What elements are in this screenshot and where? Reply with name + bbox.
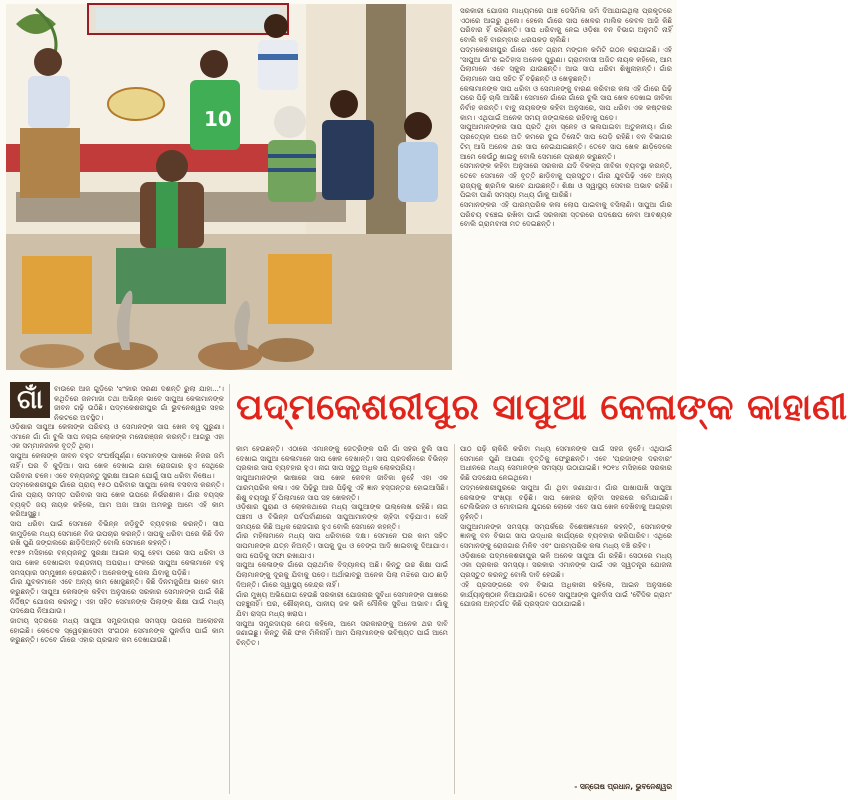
paragraph: ପଦ୍ମକେଶରୀପୁର ଗାଁରେ ଏବେ ଗ୍ରାମ ମଙ୍ଗଳ କମିଟି ଗଠନ କରାଯାଇଛି। ଏହି 'ସାପୁଆ ଗାଁ'ର ଇତିହାସ ଅନେକ ପୁରୁଣା। ଗ୍ରାମବାସୀ ଅଜିତ ନାୟକ କହିଲେ, ଆମ ପିଲାମାନେ ଏବେ ସ୍କୁଲ ଯାଉଛନ୍ତି। ଆଉ ସାପ ଧରିବା ଶିଖୁନାହାନ୍ତି। ଗାଁର ପିଲାମାନେ ସାପ ସହିତ ହିଁ ବଢ଼ିଛନ୍ତି ଓ ଖେଳୁଛନ୍ତି। <box>460 44 672 83</box>
paragraph: ଓଡ଼ିଶାର ପୁରାଣ ଓ ଲୋକକଥାରେ ମଧ୍ୟ ସାପୁଆଙ୍କ ଉଲ୍ଲେଖ ରହିଛି। ନାଗ ପଞ୍ଚମୀ ଓ ବିଭିନ୍ନ ପର୍ବପର୍ବାଣୀରେ ସାପୁଆମାନଙ୍କ ଚାହିଦା ବଢ଼ିଯାଏ। ସେହି ସମୟରେ କିଛି ଅଧିକ ରୋଜଗାର ହୁଏ ବୋଲି ସେମାନେ କହନ୍ତି। <box>236 502 448 531</box>
paragraph: ସାପୁଆ କେଳାଙ୍କ ଜୀବନ ବହୁତ ସଂଘର୍ଷପୂର୍ଣ୍ଣ। ସେମାନଙ୍କ ପାଖରେ ନିଜର ଜମି ନାହିଁ। ଘର ବି କୁଡ଼ିଆ। ସାପ ଖେଳ ଦେଖାଇ ଯାହା ରୋଜଗାର ହୁଏ ସେଥିରେ ପରିବାର ଚଳେ। ଏବେ ବନ୍ୟଜନ୍ତୁ ସୁରକ୍ଷା ଆଇନ ଯୋଗୁଁ ସାପ ଧରିବା ନିଷେଧ। <box>10 451 224 480</box>
paragraph: ପଦ୍ମକେଶରୀପୁର ଗାଁରେ ପ୍ରାୟ ୧୫୦ ପରିବାର ସାପୁଆ କେଳା ବସବାସ କରନ୍ତି। ଗାଁର ପ୍ରାୟ ସମସ୍ତ ପରିବାର ସାପ ଖେଳ ଉପରେ ନିର୍ଭରଶୀଳ। ଗାଁର ବୟସ୍କ ବ୍ୟକ୍ତି ଜୟ ନାୟକ କହିଲେ, ଆମ ଅଜା ଆଜା ଅମଳରୁ ଆମେ ଏହି କାମ କରିଆସୁଛୁ। <box>10 480 224 519</box>
paragraph: ଗାଁର ଯୁବକମାନେ ଏବେ ଅନ୍ୟ କାମ ଖୋଜୁଛନ୍ତି। କିଛି ଦିନମଜୁରିଆ ଭାବେ କାମ କରୁଛନ୍ତି। ସାପୁଆ କେଳାଙ୍କ କହିବା ଅନୁସାରେ ସରକାର ସେମାନଙ୍କ ପାଇଁ କିଛି ନିର୍ଦ୍ଦିଷ୍ଟ ଯୋଜନା କରନ୍ତୁ। ଏହା ସହିତ ସେମାନଙ୍କ ପିଲାଙ୍କ ଶିକ୍ଷା ପାଇଁ ମଧ୍ୟ ପଦକ୍ଷେପ ନିଆଯାଉ। <box>10 577 224 616</box>
paragraph: ସାପୁଆମାନଙ୍କର ସାପ ପ୍ରତି ଥିବା ସ୍ନେହ ଓ ଭଲପାଇବା ଅତୁଳନୀୟ। ଗାଁର ପ୍ରତ୍ୟେକ ଘରେ ଅତି କମରେ ଦୁଇ ତିନୋଟି ସାପ ପେଡ଼ି ରହିଛି। ବନ ବିଭାଗର ଟିମ୍ ଆସି ଅନେକ ଥର ସାପ ନେଇଯାଇଛନ୍ତି। ତେବେ ସାପ ଖେଳ ଛାଡ଼ିଦେଲେ ଆମେ କେଉଁଠୁ ଖାଇବୁ ବୋଲି ସେମାନେ ପ୍ରଶ୍ନ କରୁଛନ୍ତି। <box>460 122 672 161</box>
photo-illustration <box>6 4 452 370</box>
paragraph: ଏହି ପ୍ରସଙ୍ଗରେ ବନ ବିଭାଗ ଅଧିକାରୀ କହିଲେ, ଆଇନ ଅନୁସାରେ କାର୍ଯ୍ୟାନୁଷ୍ଠାନ ନିଆଯାଉଛି। ତେବେ ସାପୁଆଙ୍କ ପୁନର୍ବାସ ପାଇଁ 'ବୈଦିକ ଗ୍ରାମ' ଯୋଜନା ଅନ୍ତର୍ଗତ କିଛି ପ୍ରସ୍ତାବ ପଠାଯାଇଛି। <box>460 579 672 609</box>
paragraph: ସରକାରୀ ଯୋଜନା ମାଧ୍ୟମରେ ପାଞ୍ଚ ଡେସିମିଲ ଜମି ଦିଆଯାଇଥିଲା ପ୍ରକୃତରେ ଏଠାରେ ଆଗରୁ ଥିଲେ। ହେଲେ ଗାଁରେ ସାପ ଖେଳର ମାଲିକ କେବଳ ଆଜି କିଛି ପରିବାର ହିଁ ରହିଛନ୍ତି। ସାପ ଧରିବାକୁ ନେଇ ଓଡ଼ିଶା ବନ ବିଭାଗ ଅନୁମତି ନାହିଁ ବୋଲି କହି ବାରମ୍ବାର ଧରପକଡ଼ ଚାଲିଛି। <box>460 6 672 45</box>
paragraph: ପଦ୍ମକେଶରୀପୁରରେ ସାପୁଆ ଗାଁ ଥିବା ଜଣାଯାଏ। ଗାଁର ପାଖାପାଖି ସାପୁଆ କେଳାଙ୍କ ସଂଖ୍ୟା ବଢ଼ିଛି। ସାପ ଖେଳର ଚାହିଦା ସହରରେ କମିଯାଇଛି। ଟେଲିଭିଜନ ଓ ମୋବାଇଲ ଯୁଗରେ ଲୋକେ ଏବେ ସାପ ଖେଳ ଦେଖିବାକୁ ଆଗ୍ରହୀ ନୁହଁନ୍ତି। <box>460 482 672 521</box>
paragraph: ସାପୁଆ କେଳାଙ୍କ ଗାଁରେ ପ୍ରାଥମିକ ବିଦ୍ୟାଳୟ ଅଛି। କିନ୍ତୁ ଉଚ୍ଚ ଶିକ୍ଷା ପାଇଁ ପିଲାମାନଙ୍କୁ ଦୂରକୁ ଯିବାକୁ ପଡ଼େ। ଅର୍ଥାଭାବରୁ ଅନେକ ପିଲା ମଝିରେ ପାଠ ଛାଡ଼ି ଦିଅନ୍ତି। ଗାଁରେ ସ୍ୱାସ୍ଥ୍ୟ କେନ୍ଦ୍ର ନାହିଁ। <box>236 560 448 589</box>
jersey-number: 10 <box>204 107 232 131</box>
paragraph: ଜାତୀୟ ସ୍ତରରେ ମଧ୍ୟ ସାପୁଆ ସମ୍ପ୍ରଦାୟର ସମସ୍ୟା ଉପରେ ଆଲୋଚନା ହୋଇଛି। କେତେକ ସ୍ୱେଚ୍ଛାସେବୀ ସଂଗଠନ ସେମାନଙ୍କ ପୁନର୍ବାସ ପାଇଁ କାମ କରୁଛନ୍ତି। ତେବେ ଗାଁରେ ଏହାର ପ୍ରଭାବ କମ ଦେଖାଯାଉଛି। <box>10 616 224 645</box>
right-column-bottom <box>460 444 672 778</box>
paragraph-lead: ବାଉରେ ଆଜ ଗୁଡ଼ିରେ 'ଝଂକାର ସରଣୀ ଦଶନ୍ତି ରୁଲା ଯାହା...'। କଥିତିରେ ଜନମାଜା ତଥା ଅଭିନ୍ନ ଭାବେ ସାପୁଆ କେଳାମାନଙ୍କ ଜୀବନ ଗଢ଼ି ଉଠିଛି। ପଦ୍ମକେଶରୀପୁର ଗାଁ ଭୁବନେଶ୍ୱର ସହର ନିକଟରେ ଅବସ୍ଥିତ। <box>54 384 224 423</box>
paragraph: ୧୯୭୨ ମସିହାରେ ବନ୍ୟଜନ୍ତୁ ସୁରକ୍ଷା ଆଇନ ଲାଗୁ ହେବା ପରେ ସାପ ଧରିବା ଓ ସାପ ଖେଳ ଦେଖାଇବା ଦଣ୍ଡନୀୟ ଅପରାଧ। ଫଳରେ ସାପୁଆ କେଳାମାନେ ବହୁ ସମସ୍ୟାର ସମ୍ମୁଖୀନ ହେଉଛନ୍ତି। ଅନେକଙ୍କୁ ଜେଲ ଯିବାକୁ ପଡ଼ିଛି। <box>10 548 224 577</box>
paragraph: କାମ ହେଉଛନ୍ତି। ଏଠାରେ ଏମାନଙ୍କୁ ଜେତ୍ରିଙ୍କ ପରି ଗାଁ ସହର ବୁଲି ସାପ ଦେଖାଇ ସାପୁଆ କେଳାମାନେ ସାପ ଖେଳ ଦେଖାନ୍ତି। ସାପ ପ୍ରଦର୍ଶନରେ ବିଭିନ୍ନ ପ୍ରକାର ସାପ ବ୍ୟବହାର ହୁଏ। ନାଗ ସାପ ସବୁଠୁ ଅଧିକ ଲୋକପ୍ରିୟ। <box>236 444 448 473</box>
paragraph: ସାପ ଧରିବା ପାଇଁ ସେମାନେ ବିଭିନ୍ନ ଜଡ଼ିବୁଟି ବ୍ୟବହାର କରନ୍ତି। ସାପ କାମୁଡ଼ିଲେ ମଧ୍ୟ ସେମାନେ ନିଜ ଉପଚାର କରନ୍ତି। ସାପକୁ ଧରିବା ପରେ କିଛି ଦିନ ରଖି ପୁଣି ଜଙ୍ଗଲରେ ଛାଡ଼ିଦିଅନ୍ତି ବୋଲି ସେମାନେ କହନ୍ତି। <box>10 519 224 548</box>
paragraph: ଗାଁର ମହିଳାମାନେ ମଧ୍ୟ ସାପ ଧରିବାରେ ଦକ୍ଷ। ସେମାନେ ଘର କାମ ସହିତ ସାପମାନଙ୍କ ଯତ୍ନ ନିଅନ୍ତି। ସାପକୁ ଦୁଧ ଓ ବେଙ୍ଗ ଆଦି ଖାଇବାକୁ ଦିଆଯାଏ। ସାପ ପେଡ଼ିକୁ ସଫା ରଖାଯାଏ। <box>236 531 448 560</box>
article-photo <box>6 4 452 370</box>
byline: - ସନ୍ତୋଷ ପ୍ରଧାନ, ଭୁବନେଶ୍ୱର <box>574 782 672 791</box>
headline: ପଦ୍ମକେଶରୀପୁର ସାପୁଆ କେଳାଙ୍କ କାହାଣୀ <box>236 387 848 428</box>
paragraph: କେଳାମାନଙ୍କ ସାପ ଧରିବା ଓ ସେମାନଙ୍କୁ ବାରଣ କରିବାର କଳା ଏହି ଗାଁରେ ପିଢ଼ି ପରେ ପିଢ଼ି ଚାଲି ଆସିଛି। ସେମାନେ ଗାଁରେ ଗାଁରେ ବୁଲି ସାପ ଖେଳ ଦେଖାଇ ଜୀବିକା ନିର୍ବାହ କରନ୍ତି। ବାବୁ ନାୟକଙ୍କ କହିବା ଅନୁସାରେ, ସାପ ଧରିବା ଏକ କଷ୍ଟକର କାମ। ଏଥିପାଇଁ ଅନେକ ସମୟ ଜଙ୍ଗଲରେ ରହିବାକୁ ପଡ଼େ। <box>460 83 672 122</box>
left-column <box>54 384 224 423</box>
paragraph: ଓଡ଼ିଶାର ସାପୁଆ କେଳାଙ୍କ ପରିଚୟ ଓ ସେମାନଙ୍କ ସାପ ଖେଳ ବହୁ ପୁରୁଣା। ଏମାନେ ଗାଁ ଗାଁ ବୁଲି ସାପ ନଚାଇ ଲୋକଙ୍କ ମନୋରଞ୍ଜନ କରନ୍ତି। ଆଗରୁ ଏହା ଏକ ସମ୍ମାନଜନକ ବୃତ୍ତି ଥିଲା। <box>10 422 224 451</box>
paragraph: ସାପୁଆମାନଙ୍କ ସମସ୍ୟା ସମ୍ପର୍କରେ ବିଶେଷଜ୍ଞମାନେ କହନ୍ତି, ସେମାନଙ୍କ ଜ୍ଞାନକୁ ବନ ବିଭାଗ ସାପ ଉଦ୍ଧାର କାର୍ଯ୍ୟରେ ବ୍ୟବହାର କରିପାରିବ। ଏଥିରେ ସେମାନଙ୍କୁ ରୋଜଗାର ମିଳିବ ଏବଂ ପାରମ୍ପରିକ କଳା ମଧ୍ୟ ବଞ୍ଚି ରହିବ। <box>460 521 672 551</box>
paragraph: ସାପୁଆମାନଙ୍କ ଭାଷାରେ ସାପ ଖେଳ କେବଳ ଜୀବିକା ନୁହେଁ ଏହା ଏକ ପାରମ୍ପରିକ କଳା। ଏକ ପିଢ଼ିରୁ ଆର ପିଢ଼ିକୁ ଏହି ଜ୍ଞାନ ହସ୍ତାନ୍ତର ହୋଇଆସିଛି। ଶିଶୁ ବୟସରୁ ହିଁ ପିଲାମାନେ ସାପ ସହ ଖେଳନ୍ତି। <box>236 473 448 502</box>
middle-column <box>236 444 448 796</box>
paragraph: ଗାଁର ମୁଖ୍ୟ ଅଭିଯୋଗ ହେଉଛି ସରକାରୀ ଯୋଜନାର ସୁବିଧା ସେମାନଙ୍କ ପାଖରେ ପହଞ୍ଚୁନାହିଁ। ଘର, ଶୌଚାଳୟ, ପାନୀୟ ଜଳ ଭଳି ମୌଳିକ ସୁବିଧା ଅଭାବ। ଗାଁକୁ ଯିବା ରାସ୍ତା ମଧ୍ୟ ଖରାପ। <box>236 589 448 618</box>
drop-cap: ଗାଁ <box>10 382 50 418</box>
paragraph: ସେମାନଙ୍କ କହିବା ଅନୁସାରେ ସରକାର ଯଦି ବିକଳ୍ପ ଜୀବିକା ବ୍ୟବସ୍ଥା କରନ୍ତି, ତେବେ ସେମାନେ ଏହି ବୃତ୍ତି ଛାଡ଼ିବାକୁ ପ୍ରସ୍ତୁତ। ଗାଁର ଯୁବପିଢ଼ି ଏବେ ଅନ୍ୟ ରାଜ୍ୟକୁ ଶ୍ରମିକ ଭାବେ ଯାଉଛନ୍ତି। ଶିକ୍ଷା ଓ ସ୍ୱାସ୍ଥ୍ୟ ସେବାର ଅଭାବ ରହିଛି। ପିଇବା ପାଣି ସମସ୍ୟା ମଧ୍ୟ ଗାଁକୁ ଘାରିଛି। <box>460 161 672 200</box>
column-divider <box>229 384 230 794</box>
column-divider <box>454 444 455 794</box>
paragraph: ପାଠ ପଢ଼ି ଚାକିରି କରିବା ମଧ୍ୟ ସେମାନଙ୍କ ପାଇଁ ସହଜ ନୁହେଁ। ଏଥିପାଇଁ ସେମାନେ ପୁଣି ଆପଣା ବୃତ୍ତିକୁ ଫେରୁଛନ୍ତି। ଏବେ 'ପ୍ରଜାଙ୍କ ଦରବାର' ଅଧୀନରେ ମଧ୍ୟ ସେମାନଙ୍କ ସମସ୍ୟା ଉଠାଯାଇଛି। ୨୦୧୪ ମସିହାରେ ସରକାର କିଛି ପଦକ୍ଷେପ ନେଇଥିଲେ। <box>460 444 672 483</box>
paragraph: ସାପୁଆ ସମ୍ପ୍ରଦାୟର ନେତା କହିଲେ, ଆମେ ସରକାରଙ୍କୁ ଅନେକ ଥର ଦାବି ଜଣାଇଛୁ। କିନ୍ତୁ କିଛି ଫଳ ମିଳିନାହିଁ। ଆମ ପିଲାମାନଙ୍କ ଭବିଷ୍ୟତ ପାଇଁ ଆମେ ଚିନ୍ତିତ। <box>236 618 448 648</box>
paragraph: ସେମାନଙ୍କର ଏହି ପାରମ୍ପରିକ କଳା ଲୋପ ପାଇବାକୁ ବସିଲାଣି। ସାପୁଆ ଗାଁର ପରିଚୟ ବଞ୍ଚେଇ ରଖିବା ପାଇଁ ସରକାରୀ ସ୍ତରରେ ପଦକ୍ଷେପ ନେବା ଆବଶ୍ୟକ ବୋଲି ଗ୍ରାମବାସୀ ମତ ଦେଇଛନ୍ତି। <box>460 200 672 229</box>
right-column-top <box>460 6 672 370</box>
paragraph: ଓଡ଼ିଶାରେ ପଦ୍ମକେଶରୀପୁର ଭଳି ଅନେକ ସାପୁଆ ଗାଁ ରହିଛି। ସେଠାରେ ମଧ୍ୟ ଏକା ପ୍ରକାର ସମସ୍ୟା। ସରକାର ଏମାନଙ୍କ ପାଇଁ ଏକ ସ୍ୱତନ୍ତ୍ର ଯୋଜନା ପ୍ରସ୍ତୁତ କରନ୍ତୁ ବୋଲି ଦାବି ହେଉଛି। <box>460 550 672 580</box>
left-column-body <box>10 422 224 796</box>
